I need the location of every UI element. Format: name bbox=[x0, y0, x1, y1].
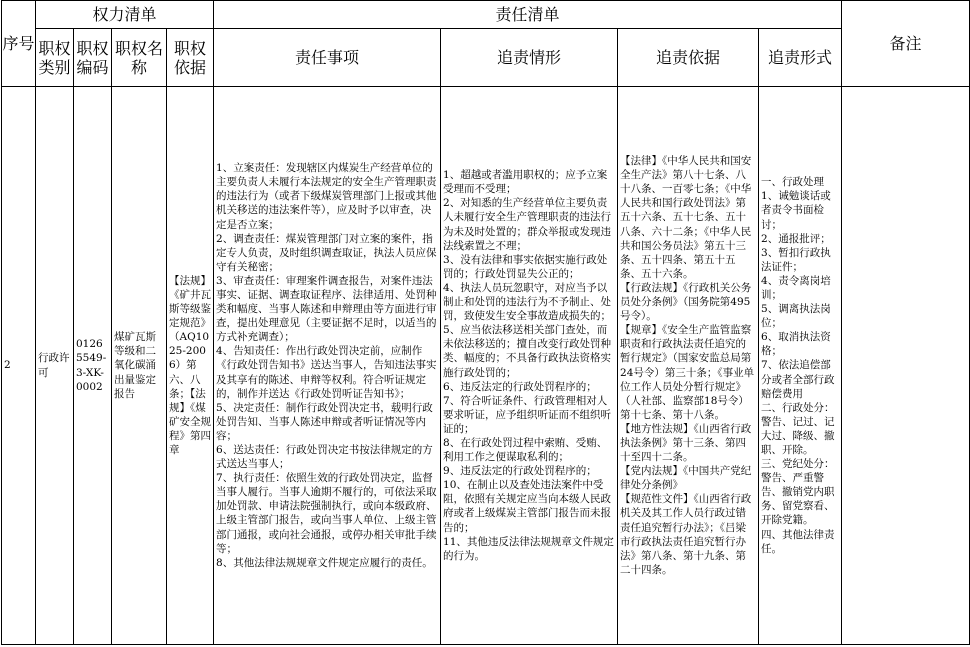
duty-table bbox=[1, 0, 970, 645]
power-list-header: 权力清单 bbox=[36, 1, 214, 29]
row-duty-items: 1、立案责任：发现辖区内煤炭生产经营单位的主要负责人未履行本法规定的安全生产管理职责的违法行为（或者下级煤炭管理部门上报或其他机关移送的违法案件等），应及时予以审查，决定是否立案； 2、调查责任：煤炭管理部门对立案的案件，指定专人负责，及时组织调查取证，执法人员应保守有关秘密； 3、审查责任：审理案件调查报告，对案件违法事实、证据、调查取证程序、法律适用、处罚种类和幅度、当事人陈述和申辩理由等方面进行审查，提出处理意见（主要证据不足时，以适当的方式补充调查）； 4、告知责任：作出行政处罚决定前，应制作《行政处罚告知书》送达当事人，告知违法事实及其享有的陈述、申辩等权利。符合听证规定的，制作并送达《行政处罚听证告知书》； 5、决定责任：制作行政处罚决定书，载明行政处罚告知、当事人陈述申辩或者听证情况等内容； 6、送达责任：行政处罚决定书按法律规定的方式送达当事人； 7、执行责任：依照生效的行政处罚决定，监督当事人履行。当事人逾期不履行的，可依法采取加处罚款、申请法院强制执行，或向本级政府、上级主管部门报告，或向当事人单位、上级主管部门通报，或向社会通报，或停办相关审批手续等； 8、其他法律法规规章文件规定应履行的责任。 bbox=[214, 87, 441, 645]
accountability-forms-header: 追责形式 bbox=[759, 29, 842, 87]
duty-items-header: 责任事项 bbox=[214, 29, 441, 87]
basis-header: 职权依据 bbox=[167, 29, 214, 87]
accountability-cases-header: 追责情形 bbox=[441, 29, 618, 87]
code-header: 职权编码 bbox=[74, 29, 112, 87]
row-remarks bbox=[842, 87, 970, 645]
duty-list-header: 责任清单 bbox=[214, 1, 842, 29]
row-accountability-forms: 一、行政处理 1、诫勉谈话或者责令书面检讨； 2、通报批评； 3、暂扣行政执法证件； 4、责令离岗培训； 5、调离执法岗位； 6、取消执法资格； 7、依法追偿部分或者全部行政赔偿费用 二、行政处分：警告、记过、记大过、降级、撤职、开除。 三、党纪处分：警告、严重警告、撤销党内职务、留党察看、开除党籍。 四、其他法律责任。 bbox=[759, 87, 842, 645]
category-header: 职权类别 bbox=[36, 29, 74, 87]
table-row bbox=[2, 87, 970, 645]
row-code: 01265549-3-XK-0002 bbox=[74, 87, 112, 645]
row-name: 煤矿瓦斯等级和二氧化碳涌出量鉴定报告 bbox=[112, 87, 167, 645]
row-accountability-cases: 1、超越或者滥用职权的；应予立案受理而不受理； 2、对知悉的生产经营单位主要负责人未履行安全生产管理职责的违法行为未及时处置的；群众举报或发现违法线索置之不理； 3、没有法律和事实依据实施行政处罚的；行政处罚显失公正的； 4、执法人员玩忽职守，对应当予以制止和处罚的违法行为不予制止、处罚，致使发生安全事故造成损失的； 5、应当依法移送相关部门查处，而未依法移送的；擅自改变行政处罚种类、幅度的；不具备行政执法资格实施行政处罚的； 6、违反法定的行政处罚程序的； 7、符合听证条件、行政管理相对人要求听证，应予组织听证而不组织听证的； 8、在行政处罚过程中索贿、受贿、利用工作之便谋取私利的； 9、违反法定的行政处罚程序的； 10、在制止以及查处违法案件中受阻，依照有关规定应当向本级人民政府或者上级煤炭主管部门报告而未报告的； 11、其他违反法律法规规章文件规定的行为。 bbox=[441, 87, 618, 645]
remarks-header: 备注 bbox=[842, 1, 970, 87]
row-basis: 【法规】《矿井瓦斯等级鉴定规范》（AQ1025-2006）第六、八条；【法规】《煤矿安全规程》第四章 bbox=[167, 87, 214, 645]
seq-header: 序号 bbox=[2, 1, 36, 87]
row-seq: 2 bbox=[2, 87, 36, 645]
row-category: 行政许可 bbox=[36, 87, 74, 645]
name-header: 职权名称 bbox=[112, 29, 167, 87]
row-accountability-basis: 【法律】《中华人民共和国安全生产法》第八十七条、八十八条、一百零七条；《中华人民共和国行政处罚法》第五十六条、五十七条、五十八条、六十二条；《中华人民共和国公务员法》第五十三条、五十四条、第五十五条、五十六条。 【行政法规】《行政机关公务员处分条例》（国务院第495号令）。 【规章】《安全生产监管监察职责和行政执法责任追究的暂行规定》（国家安监总局第24号令）第三十条；《事业单位工作人员处分暂行规定》（人社部、监察部18号令）第十七条、第十八条。 【地方性法规】《山西省行政执法条例》第十三条、第四十至四十二条。 【党内法规】《中国共产党纪律处分条例》 【规范性文件】《山西省行政机关及其工作人员行政过错责任追究暂行办法》；《吕梁市行政执法责任追究暂行办法》第八条、第十九条、第二十四条。 bbox=[618, 87, 759, 645]
accountability-basis-header: 追责依据 bbox=[618, 29, 759, 87]
